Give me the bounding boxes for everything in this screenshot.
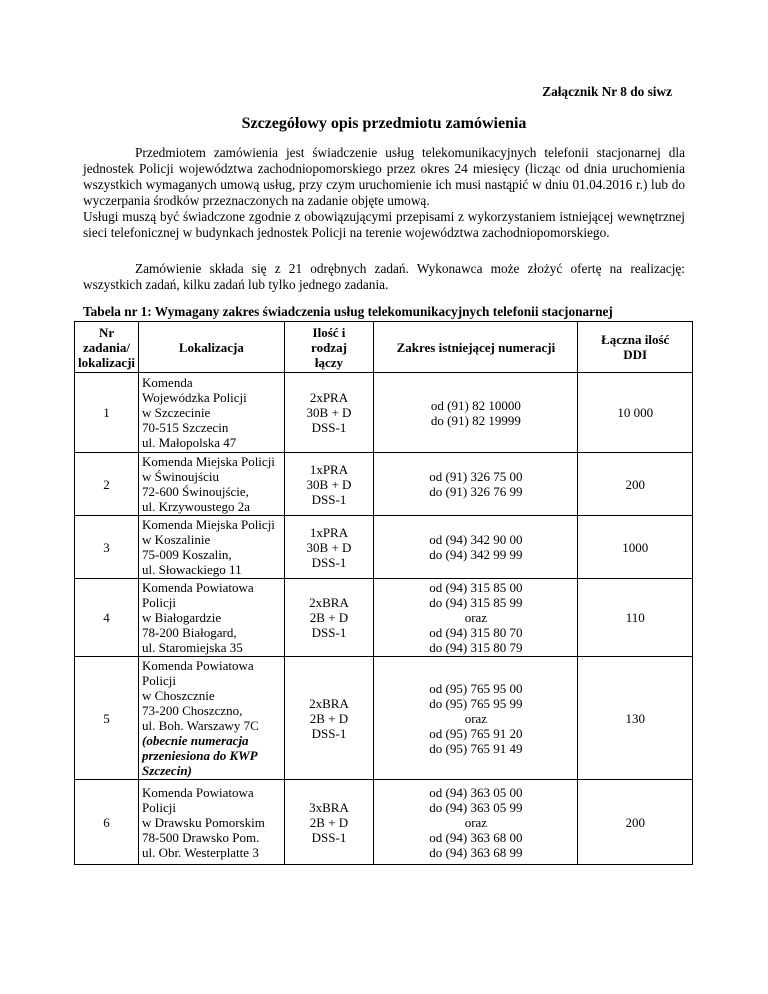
location-line: ul. Boh. Warszawy 7C: [142, 718, 259, 733]
location-line: Komenda Powiatowa Policji: [142, 580, 254, 610]
table-caption: Tabela nr 1: Wymagany zakres świadczenia usług telekomunikacyjnych telefonii stacjonarnej: [83, 304, 613, 319]
cell-location: [139, 657, 285, 780]
numbering-line: od (94) 363 68 00: [429, 829, 523, 845]
location-line: Komenda Powiatowa Policji: [142, 658, 254, 688]
tasks-paragraph: Zamówienie składa się z 21 odrębnych zadań. Wykonawca może złożyć ofertę na realizację: wszystkich zadań, kilku zadań lub tylko jednego zadania.: [83, 261, 685, 292]
header-location: Lokalizacja: [139, 322, 285, 373]
numbering-line: od (94) 342 90 00: [429, 532, 523, 547]
services-table: [74, 321, 693, 865]
location-line: Komenda Miejska Policji: [142, 454, 275, 469]
numbering-line: od (95) 765 91 20: [429, 725, 523, 741]
cell-location: [139, 516, 285, 579]
table-row: [75, 657, 693, 780]
lines-line: DSS-1: [311, 554, 347, 570]
table-row: [75, 579, 693, 657]
table-row: [75, 780, 693, 865]
cell-ddi: 200: [578, 780, 693, 865]
numbering-line: do (94) 315 80 79: [429, 640, 523, 655]
cell-ddi: 110: [578, 579, 693, 657]
location-line: w Szczecinie: [142, 405, 211, 420]
lines-line: 2B + D: [309, 610, 349, 625]
header-lines-line: łączy: [314, 354, 344, 370]
numbering-line: do (94) 342 99 99: [429, 547, 523, 562]
location-line: 78-500 Drawsko Pom.: [142, 829, 260, 845]
numbering-line: od (94) 315 85 00: [429, 580, 523, 595]
location-line: 70-515 Szczecin: [142, 420, 229, 435]
header-nr: [75, 322, 139, 373]
location-line: ul. Obr. Westerplatte 3: [142, 844, 259, 860]
location-line: ul. Staromiejska 35: [142, 640, 243, 655]
numbering-line: od (95) 765 95 00: [429, 680, 523, 696]
lines-line: DSS-1: [311, 420, 347, 435]
header-numbering: Zakres istniejącej numeracji: [374, 322, 578, 373]
numbering-line: do (94) 363 68 99: [429, 844, 523, 860]
header-ddi: [578, 322, 693, 373]
table-row: [75, 516, 693, 579]
location-line: Wojewódzka Policji: [142, 390, 247, 405]
lines-line: 30B + D: [306, 405, 352, 420]
cell-nr: 6: [75, 780, 139, 865]
location-line: 72-600 Świnoujście,: [142, 484, 249, 499]
location-line: 78-200 Białogard,: [142, 625, 237, 640]
cell-nr: 4: [75, 579, 139, 657]
lines-line: 2xBRA: [309, 695, 349, 711]
location-line: w Białogardzie: [142, 610, 222, 625]
lines-line: DSS-1: [311, 725, 347, 741]
cell-location: [139, 780, 285, 865]
cell-lines: [284, 373, 374, 453]
location-note-line: przeniesiona do KWP: [142, 748, 258, 763]
numbering-line: do (94) 315 85 99: [429, 595, 523, 610]
numbering-line: do (91) 326 76 99: [429, 484, 523, 499]
lines-line: DSS-1: [311, 625, 347, 640]
location-line: 75-009 Koszalin,: [142, 547, 232, 562]
numbering-line: do (94) 363 05 99: [429, 799, 523, 815]
services-paragraph: Usługi muszą być świadczone zgodnie z obowiązującymi przepisami z wykorzystaniem istniejącej wewnętrznej sieci telefonicznej w budynkach jednostek Policji na terenie województwa zachodniopomorskiego.: [83, 209, 685, 240]
table-header-row: [75, 322, 693, 373]
numbering-line: od (91) 82 10000: [430, 397, 521, 413]
document-title: Szczegółowy opis przedmiotu zamówienia: [241, 115, 527, 132]
numbering-line: do (95) 765 91 49: [429, 740, 523, 756]
header-lines-line: rodzaj: [311, 339, 347, 355]
numbering-line: od (91) 326 75 00: [429, 469, 523, 484]
cell-location: [139, 453, 285, 516]
lines-line: DSS-1: [311, 829, 347, 845]
table-row: [75, 453, 693, 516]
location-line: Komenda Powiatowa Policji: [142, 784, 254, 815]
cell-ddi: 130: [578, 657, 693, 780]
header-nr-line: lokalizacji: [78, 354, 136, 370]
location-line: ul. Małopolska 47: [142, 435, 237, 450]
location-line: w Koszalinie: [142, 532, 211, 547]
table-body: [75, 373, 693, 865]
cell-nr: 3: [75, 516, 139, 579]
numbering-line: do (95) 765 95 99: [429, 695, 523, 711]
cell-lines: [284, 579, 374, 657]
location-line: ul. Krzywoustego 2a: [142, 499, 250, 514]
cell-ddi: 200: [578, 453, 693, 516]
cell-numbering: [374, 579, 578, 657]
intro-paragraph: Przedmiotem zamówienia jest świadczenie usług telekomunikacyjnych telefonii stacjonarnej dla jednostek Policji województwa zachodniopomorskiego przez okres 24 miesięcy (licząc od dnia uruchomienia wszystkich wymaganych umową usług, przy czym uruchomienie ich musi nastąpić w dniu 01.04.2016 r.) lub do wyczerpania środków przeznaczonych na zadanie objęte umową.: [83, 145, 685, 208]
header-lines-line: Ilość i: [312, 324, 346, 340]
lines-line: 30B + D: [306, 476, 352, 492]
lines-line: 2xBRA: [309, 595, 349, 610]
location-line: w Drawsku Pomorskim: [142, 814, 265, 830]
header-nr-line: zadania/: [83, 339, 130, 355]
table-row: [75, 373, 693, 453]
lines-line: 30B + D: [306, 539, 352, 555]
cell-location: [139, 373, 285, 453]
header-ddi-line: Łączna ilość: [601, 332, 670, 347]
header-nr-line: Nr: [98, 324, 115, 340]
cell-nr: 1: [75, 373, 139, 453]
lines-line: 2B + D: [309, 710, 349, 726]
lines-line: 3xBRA: [309, 799, 349, 815]
cell-location: [139, 579, 285, 657]
numbering-line: od (94) 363 05 00: [429, 784, 523, 800]
location-line: Komenda Miejska Policji: [142, 517, 275, 532]
location-line: w Choszcznie: [142, 688, 215, 703]
location-line: ul. Słowackiego 11: [142, 562, 242, 577]
lines-line: 1xPRA: [309, 461, 349, 477]
cell-ddi: 1000: [578, 516, 693, 579]
cell-numbering: [374, 516, 578, 579]
cell-numbering: [374, 657, 578, 780]
annex-label: Załącznik Nr 8 do siwz: [542, 84, 672, 99]
header-ddi-line: DDI: [623, 347, 648, 362]
cell-numbering: [374, 373, 578, 453]
cell-nr: 5: [75, 657, 139, 780]
numbering-line: do (91) 82 19999: [430, 412, 521, 428]
location-line: w Świnoujściu: [142, 469, 219, 484]
location-line: Komenda: [142, 375, 193, 390]
cell-lines: [284, 453, 374, 516]
cell-numbering: [374, 453, 578, 516]
cell-ddi: 10 000: [578, 373, 693, 453]
cell-lines: [284, 780, 374, 865]
location-line: 73-200 Choszczno,: [142, 703, 243, 718]
cell-lines: [284, 516, 374, 579]
numbering-line: oraz: [464, 610, 488, 625]
cell-lines: [284, 657, 374, 780]
location-note-line: (obecnie numeracja: [142, 733, 249, 748]
numbering-line: od (94) 315 80 70: [429, 625, 523, 640]
numbering-line: oraz: [464, 710, 488, 726]
header-lines: [284, 322, 374, 373]
cell-nr: 2: [75, 453, 139, 516]
lines-line: DSS-1: [311, 491, 347, 507]
numbering-line: oraz: [464, 814, 488, 830]
cell-numbering: [374, 780, 578, 865]
lines-line: 2xPRA: [309, 390, 349, 405]
lines-line: 2B + D: [309, 814, 349, 830]
location-note-line: Szczecin): [142, 763, 192, 778]
lines-line: 1xPRA: [309, 524, 349, 540]
